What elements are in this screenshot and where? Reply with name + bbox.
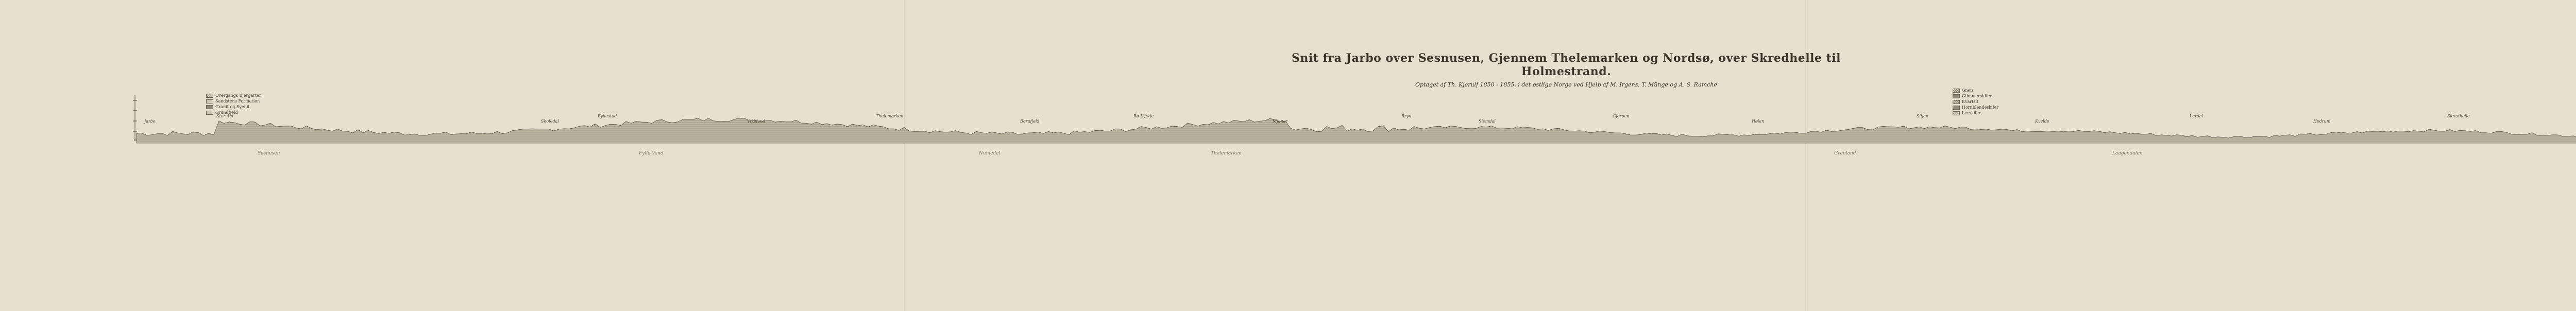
location-label: Siljan [1917, 114, 1928, 118]
legend-label: Sandstens Formation [215, 99, 260, 103]
location-label: Lardal [2190, 114, 2204, 118]
location-label: Stor Aal [216, 114, 233, 118]
location-label: Borufjeld [1020, 119, 1040, 124]
legend-label: Gneis [1962, 88, 1974, 93]
location-label: Bø Kyrkje [1133, 114, 1154, 118]
location-labels [143, 114, 2576, 124]
location-label: Skoledal [541, 119, 559, 124]
map-title: Snit fra Jarbo over Sesnusen, Gjennem Thelemarken og Nordsø, over Skredhelle til Holmestrand. [1292, 51, 1841, 78]
location-label: Bryn [1401, 114, 1412, 118]
region-labels [258, 151, 2576, 156]
location-label: Vikeland [747, 119, 766, 124]
location-label: Jarbo [144, 119, 156, 124]
region-label: Grenland [1834, 151, 1856, 156]
location-label: Hedrum [2313, 119, 2331, 124]
map-subtitle: Optaget af Th. Kjerulf 1850 - 1855, i det østlige Norge ved Hjelp af M. Irgens, T. Münge og A. S. Ramche [1415, 81, 1717, 88]
legend-label: Hornblendeskifer [1962, 105, 1999, 110]
legend-label: Kvartsit [1962, 99, 1979, 104]
legend-label: Overgangs Bjergarter [215, 93, 261, 98]
location-label: Gjerpen [1613, 114, 1630, 118]
region-label: Thelemarken [1211, 151, 1242, 156]
location-label: Skredhelle [2447, 114, 2470, 118]
location-label: Hølen [1752, 119, 1765, 124]
legend-label: Granit og Syenit [215, 105, 250, 109]
region-label: Numedal [979, 151, 1001, 156]
terrain-profile [137, 118, 2576, 144]
region-label: Fylle Vand [639, 151, 664, 156]
legend-label: Lerskifer [1962, 111, 1981, 115]
location-label: Thelemarken [876, 114, 904, 118]
region-label: Laagendalen [2112, 151, 2143, 156]
location-label: Fyllestad [598, 114, 617, 118]
legend-label: Grundfjeld [215, 110, 238, 115]
location-label: Mjoner [1273, 119, 1288, 124]
location-label: Slemdal [1479, 119, 1496, 124]
location-label: Kvelde [2035, 119, 2049, 124]
region-label: Sesnusen [258, 151, 280, 156]
legend-label: Glimmerskifer [1962, 94, 1992, 98]
